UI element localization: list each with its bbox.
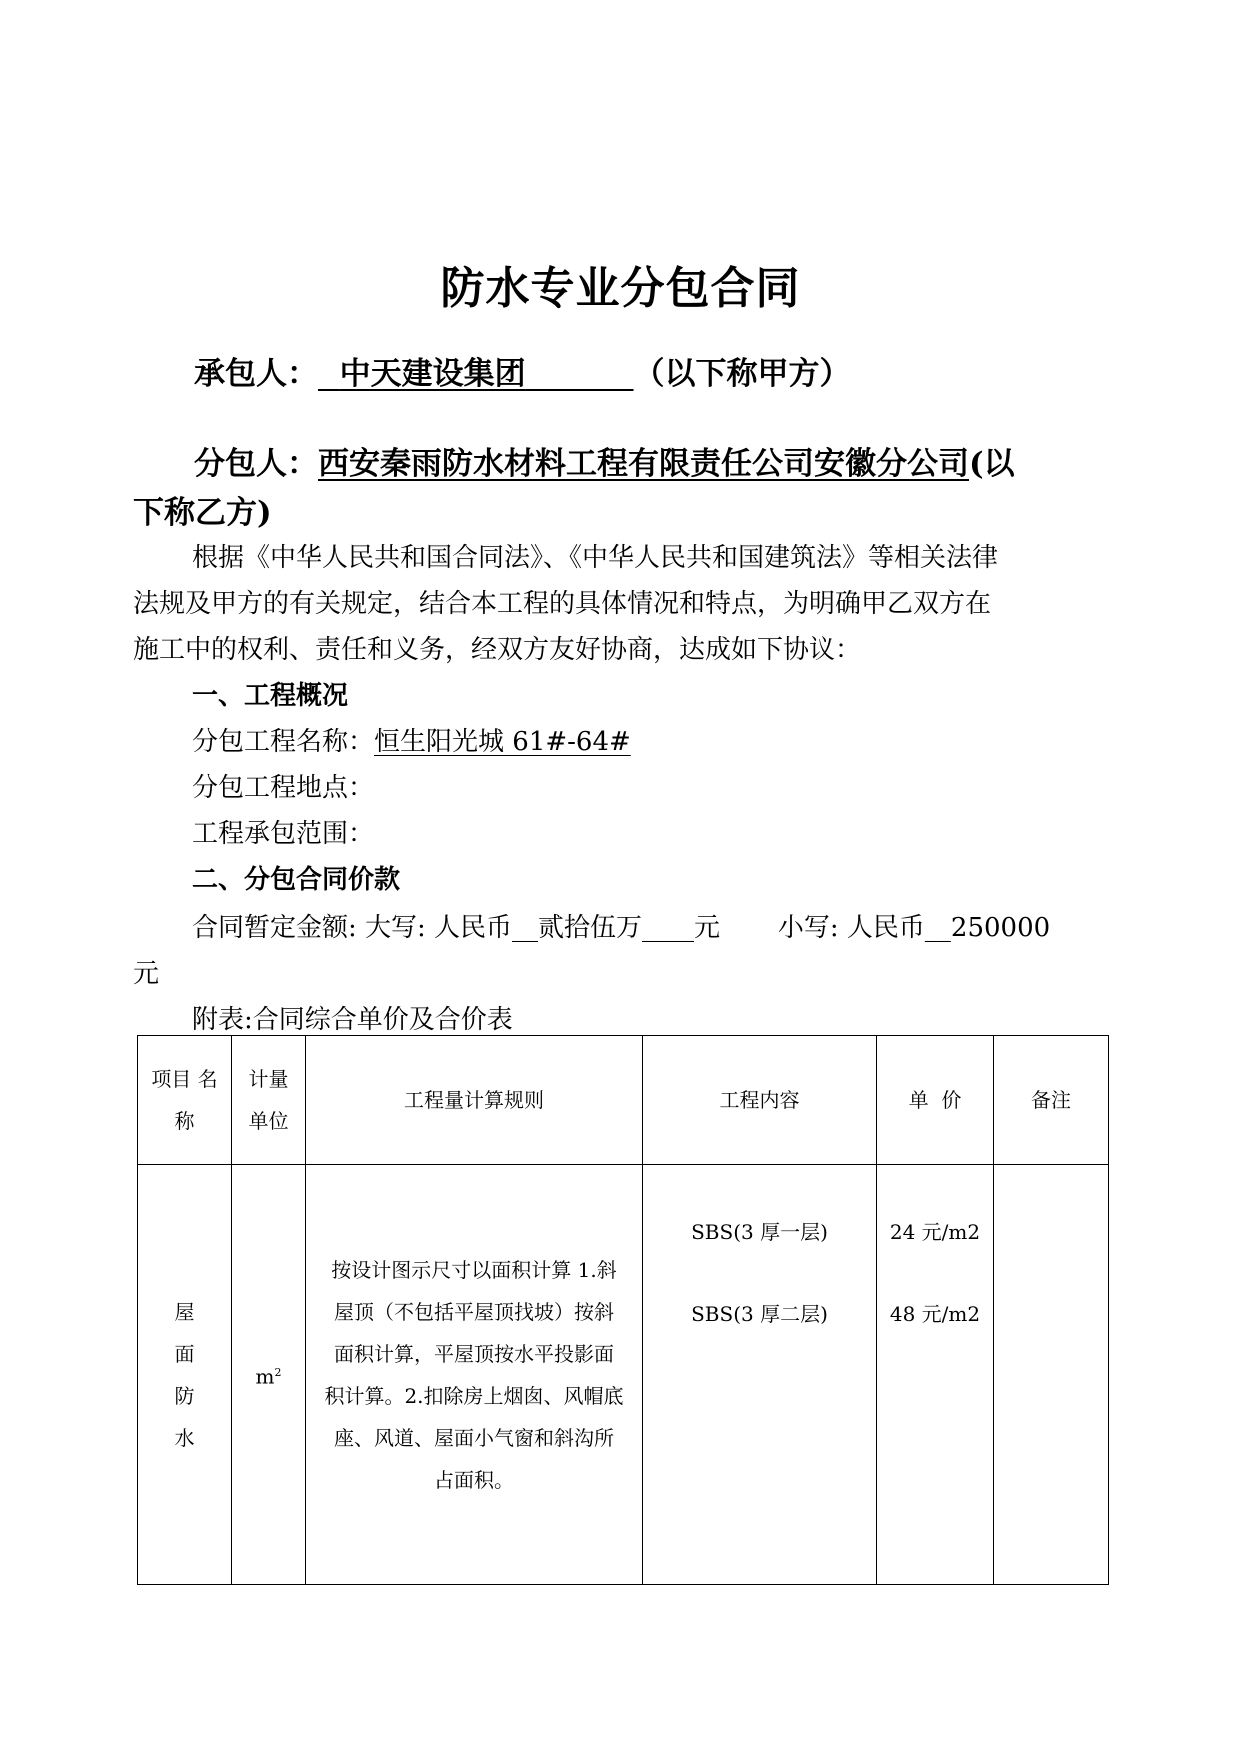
row-calc-rule: 按设计图示尺寸以面积计算 1.斜 屋顶（不包括平屋顶找坡）按斜 面积计算，平屋顶按水平投影面 积计算。2.扣除房上烟囱、风帽底 座、风道、屋面小气窗和斜沟所 占面积。: [306, 1165, 643, 1585]
contract-amount-end: 元: [133, 959, 160, 989]
intro-line-3: 施工中的权利、责任和义务，经双方友好协商，达成如下协议：: [133, 635, 862, 665]
header-item-name: 项目 名 称: [138, 1036, 232, 1165]
contractor-name: 中天建设集团: [339, 356, 526, 392]
attachment-label: 附表:合同综合单价及合价表: [192, 1005, 513, 1035]
contractor-line: [194, 348, 851, 393]
subcontractor-label: 分包人：: [194, 446, 318, 482]
row-price: 24 元/m2 48 元/m2: [877, 1165, 994, 1585]
header-price: 单 价: [877, 1036, 994, 1165]
contractor-label: 承包人：: [194, 356, 318, 392]
table-header-row: [138, 1036, 1109, 1165]
intro-line-2: 法规及甲方的有关规定，结合本工程的具体情况和特点，为明确甲乙双方在: [133, 589, 992, 619]
subcontractor-name: 西安秦雨防水材料工程有限责任公司安徽分公司: [318, 446, 969, 482]
contractor-suffix: （以下称甲方）: [633, 356, 851, 392]
section2-heading: 二、分包合同价款: [192, 865, 401, 895]
subcontractor-suffix-1: (以: [969, 446, 1015, 482]
document-title: 防水专业分包合同: [440, 263, 801, 314]
project-location-label: 分包工程地点：: [192, 773, 375, 803]
table-row: [138, 1165, 1109, 1585]
header-unit: 计量 单位: [232, 1036, 306, 1165]
subcontractor-suffix-2: 下称乙方): [133, 495, 272, 531]
project-name-label: 分包工程名称：: [192, 727, 375, 757]
row-content: SBS(3 厚一层) SBS(3 厚二层): [643, 1165, 877, 1585]
project-scope-label: 工程承包范围：: [192, 819, 375, 849]
contract-amount-line: 合同暂定金额: 大写: 人民币__贰拾伍万____元 小写: 人民币__250000: [192, 913, 1051, 943]
header-calc-rule: 工程量计算规则: [306, 1036, 643, 1165]
project-name-line: [192, 721, 631, 758]
header-remark: 备注: [994, 1036, 1109, 1165]
intro-line-1: 根据《中华人民共和国合同法》、《中华人民共和国建筑法》等相关法律: [192, 543, 999, 573]
row-remark: [994, 1165, 1109, 1585]
price-table: [137, 1035, 1109, 1585]
header-content: 工程内容: [643, 1036, 877, 1165]
row-unit: $m^2$: [232, 1165, 306, 1585]
section1-heading: 一、工程概况: [192, 681, 349, 711]
subcontractor-line: [194, 438, 1015, 483]
project-name-value: 恒生阳光城 61#-64#: [374, 727, 631, 757]
row-item-name: 屋 面 防 水: [138, 1165, 232, 1585]
